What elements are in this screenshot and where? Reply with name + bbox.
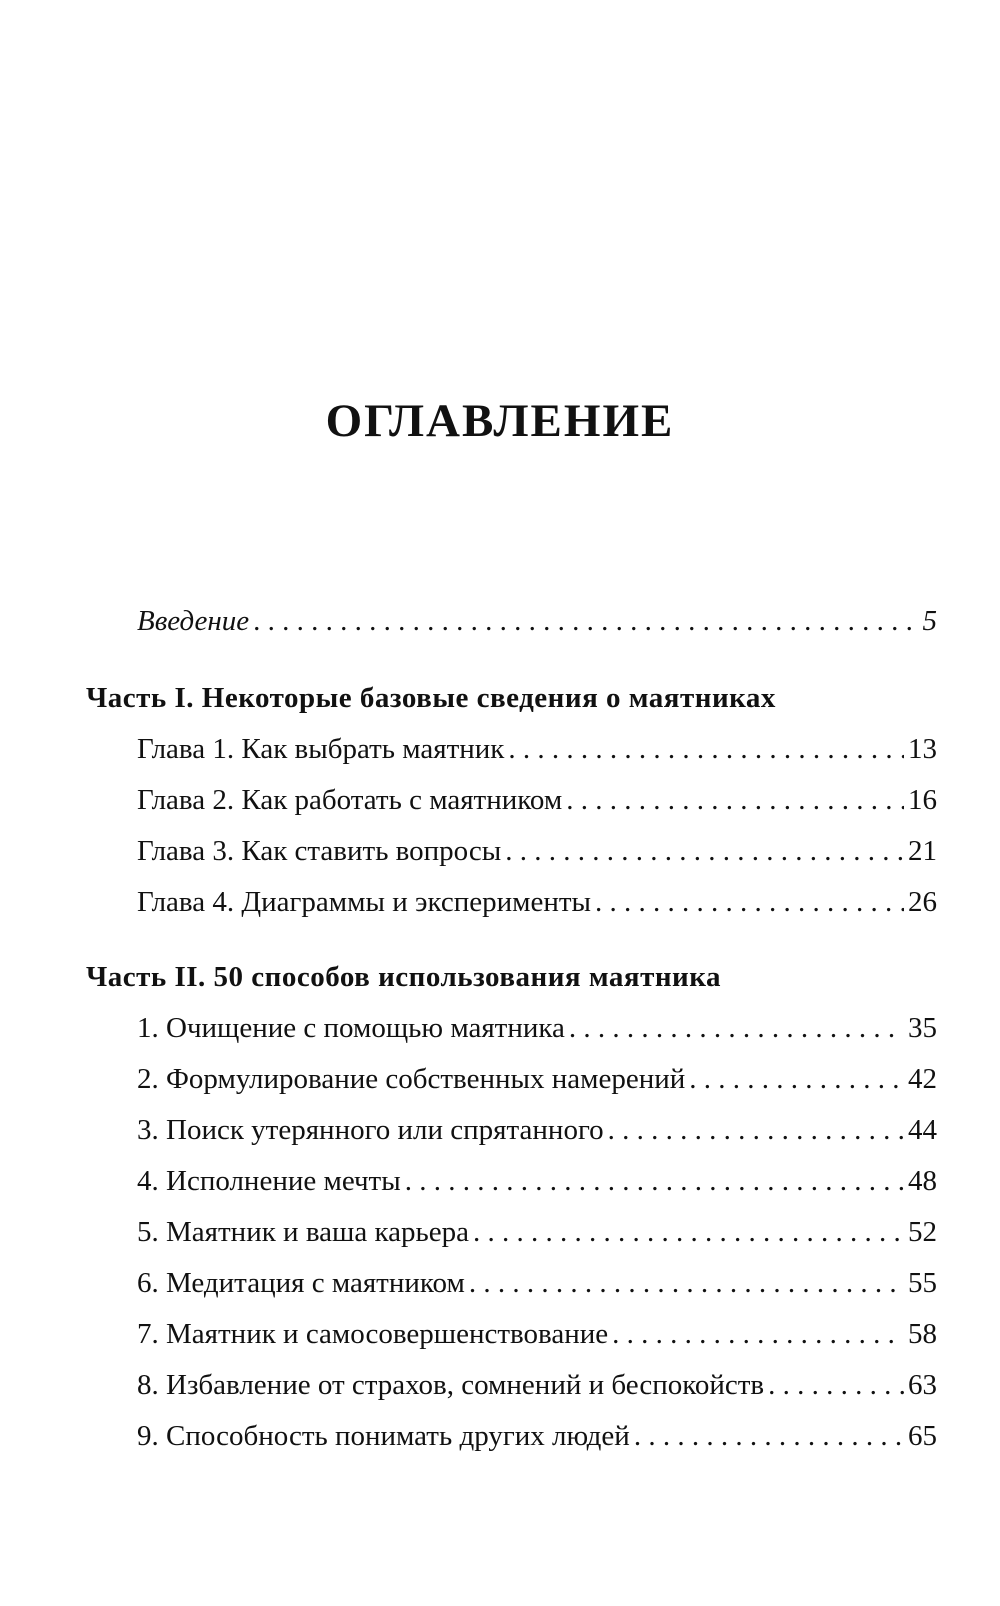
toc-page-number: 13 bbox=[908, 733, 937, 765]
page-title: ОГЛАВЛЕНИЕ bbox=[325, 395, 675, 447]
toc-page-number: 44 bbox=[908, 1114, 937, 1146]
toc-entry-label: 4. Исполнение мечты bbox=[137, 1165, 401, 1197]
dot-leader bbox=[689, 1061, 904, 1097]
dot-leader bbox=[505, 833, 904, 869]
toc-entry-label: Глава 4. Диаграммы и эксперименты bbox=[137, 886, 592, 918]
toc-page-number: 42 bbox=[908, 1063, 937, 1095]
toc-page-number: 26 bbox=[908, 886, 937, 918]
toc-page-number: 5 bbox=[922, 605, 937, 637]
toc-entry[interactable] bbox=[137, 731, 937, 767]
dot-leader bbox=[608, 1112, 904, 1148]
toc-entry[interactable] bbox=[137, 884, 937, 920]
toc-entry[interactable] bbox=[137, 1316, 937, 1352]
toc-entry[interactable] bbox=[137, 1112, 937, 1148]
toc-entry-label: 3. Поиск утерянного или спрятанного bbox=[137, 1114, 604, 1146]
part-heading-1: Часть I. Некоторые базовые сведения о маятниках bbox=[86, 682, 776, 714]
dot-leader bbox=[595, 884, 904, 920]
toc-entry-label: Глава 1. Как выбрать маятник bbox=[137, 733, 505, 765]
toc-page-number: 52 bbox=[908, 1216, 937, 1248]
toc-entry-label: 2. Формулирование собственных намерений bbox=[137, 1063, 686, 1095]
toc-page-number: 65 bbox=[908, 1420, 937, 1452]
toc-entry-label: 9. Способность понимать других людей bbox=[137, 1420, 630, 1452]
toc-entry[interactable] bbox=[137, 1265, 937, 1301]
dot-leader bbox=[569, 1010, 904, 1046]
toc-entry-label: Глава 3. Как ставить вопросы bbox=[137, 835, 502, 867]
dot-leader bbox=[566, 782, 904, 818]
toc-page-number: 16 bbox=[908, 784, 937, 816]
toc-page-number: 35 bbox=[908, 1012, 937, 1044]
toc-entry[interactable] bbox=[137, 1010, 937, 1046]
toc-page-number: 63 bbox=[908, 1369, 937, 1401]
toc-entry-label: 6. Медитация с маятником bbox=[137, 1267, 465, 1299]
dot-leader bbox=[405, 1163, 904, 1199]
toc-entry[interactable] bbox=[137, 1163, 937, 1199]
toc-entry[interactable] bbox=[137, 833, 937, 869]
toc-page-number: 55 bbox=[908, 1267, 937, 1299]
toc-page-number: 48 bbox=[908, 1165, 937, 1197]
dot-leader bbox=[473, 1214, 904, 1250]
dot-leader bbox=[469, 1265, 904, 1301]
dot-leader bbox=[634, 1418, 904, 1454]
toc-entry-label: 1. Очищение с помощью маятника bbox=[137, 1012, 565, 1044]
toc-entry[interactable] bbox=[137, 1367, 937, 1403]
toc-entry-intro[interactable] bbox=[137, 603, 937, 639]
toc-entry-label: 8. Избавление от страхов, сомнений и беспокойств bbox=[137, 1369, 765, 1401]
toc-entry-label: Введение bbox=[137, 605, 250, 637]
dot-leader bbox=[612, 1316, 904, 1352]
dot-leader bbox=[253, 603, 918, 639]
toc-entry[interactable] bbox=[137, 782, 937, 818]
dot-leader bbox=[768, 1367, 904, 1403]
toc-entry-label: 5. Маятник и ваша карьера bbox=[137, 1216, 469, 1248]
toc-entry-label: Глава 2. Как работать с маятником bbox=[137, 784, 563, 816]
toc-entry[interactable] bbox=[137, 1061, 937, 1097]
toc-page-number: 58 bbox=[908, 1318, 937, 1350]
dot-leader bbox=[508, 731, 904, 767]
toc-entry[interactable] bbox=[137, 1214, 937, 1250]
part-heading-2: Часть II. 50 способов использования маятника bbox=[86, 961, 722, 993]
toc-page-number: 21 bbox=[908, 835, 937, 867]
toc-entry-label: 7. Маятник и самосовершенствование bbox=[137, 1318, 609, 1350]
toc-entry[interactable] bbox=[137, 1418, 937, 1454]
